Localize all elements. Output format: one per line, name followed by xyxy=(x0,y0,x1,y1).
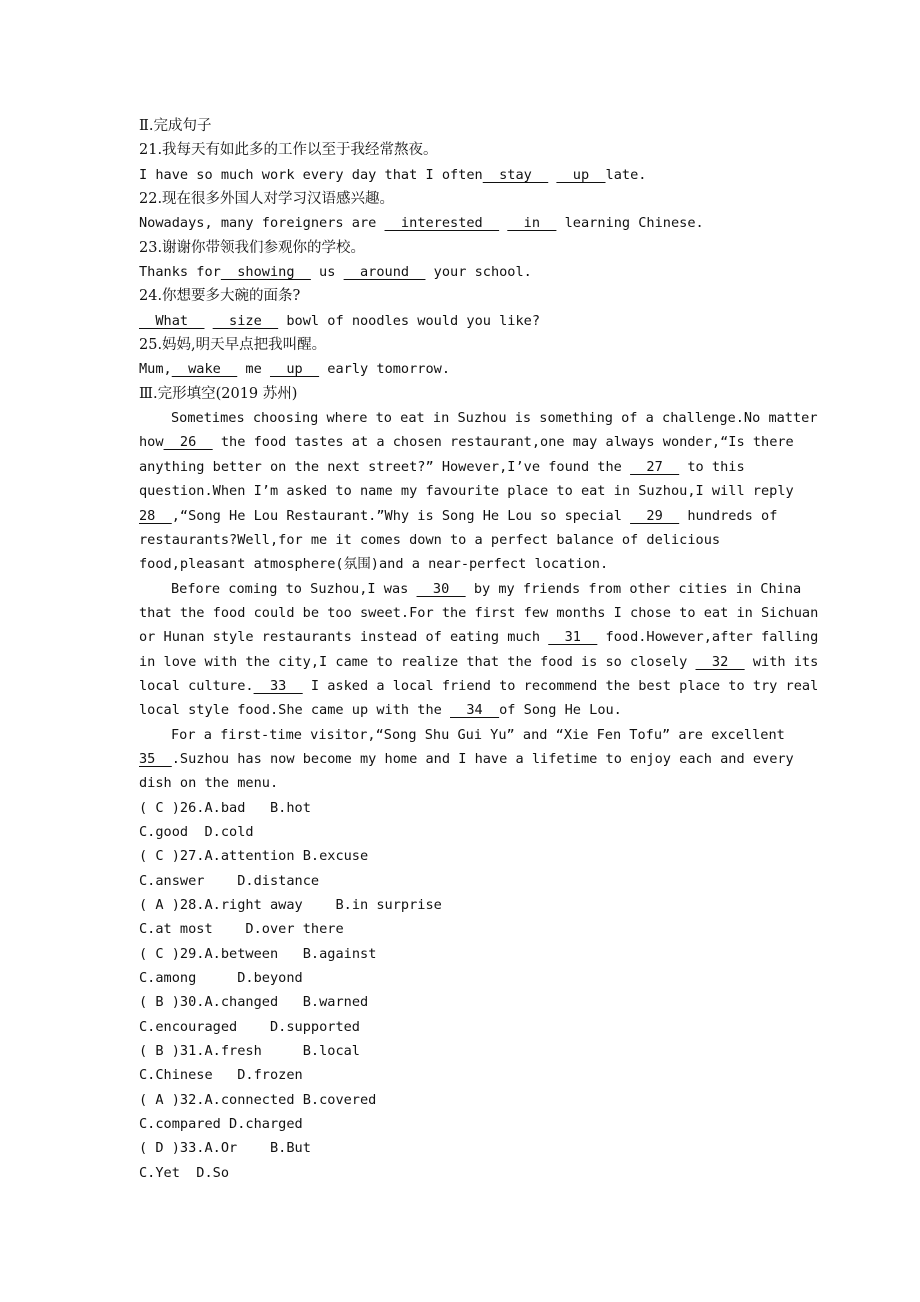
sentence-25-chinese: 25.妈妈,明天早点把我叫醒。 xyxy=(139,337,327,354)
blank-24a: What xyxy=(139,312,205,329)
question-28-row2: C.at most D.over there xyxy=(139,921,344,938)
question-30-row1: ( B )30.A.changed B.warned xyxy=(139,994,369,1011)
passage-line: restaurants?Well,for me it comes down to a perfect balance of delicious xyxy=(139,531,721,548)
question-28-row1: ( A )28.A.right away B.in surprise xyxy=(139,897,442,913)
passage-line: local culture. 33 I asked a local friend to recommend the best place to try real xyxy=(139,677,819,694)
sentence-22-chinese: 22.现在很多外国人对学习汉语感兴趣。 xyxy=(139,191,395,208)
blank-32: 32 xyxy=(695,653,745,670)
question-29-row1: ( C )29.A.between B.against xyxy=(139,945,377,962)
passage-line: or Hunan style restaurants instead of eating much 31 food.However,after falling xyxy=(139,629,819,646)
blank-24b: size xyxy=(212,312,279,329)
passage-line: food,pleasant atmosphere(氛围)and a near-perfect location. xyxy=(139,556,609,573)
blank-29: 29 xyxy=(630,507,680,524)
blank-35: 35 xyxy=(139,750,172,767)
blank-31: 31 xyxy=(548,629,598,646)
question-26-row1: ( C )26.A.bad B.hot xyxy=(139,799,311,816)
blank-30: 30 xyxy=(416,580,466,597)
passage-line: For a first-time visitor,“Song Shu Gui Yu” and “Xie Fen Tofu” are excellent xyxy=(171,726,785,743)
blank-33: 33 xyxy=(253,677,303,694)
passage-line: Before coming to Suzhou,I was 30 by my friends from other cities in China xyxy=(171,580,802,597)
sentence-24-chinese: 24.你想要多大碗的面条? xyxy=(139,288,301,305)
passage-line: in love with the city,I came to realize that the food is so closely 32 with its xyxy=(139,653,819,670)
sentence-23-english: Thanks for showing us around your school. xyxy=(139,264,532,281)
worksheet-content xyxy=(139,114,819,1185)
blank-21b: up xyxy=(556,166,606,183)
blank-22b: in xyxy=(507,215,557,232)
question-32-row2: C.compared D.charged xyxy=(139,1116,303,1133)
blank-21a: stay xyxy=(482,166,549,183)
question-31-row2: C.Chinese D.frozen xyxy=(139,1067,303,1084)
blank-25a: wake xyxy=(171,361,238,378)
sentence-23-chinese: 23.谢谢你带领我们参观你的学校。 xyxy=(139,239,366,256)
question-32-row1: ( A )32.A.connected B.covered xyxy=(139,1091,377,1108)
question-26-row2: C.good D.cold xyxy=(139,823,254,840)
question-33-row1: ( D )33.A.Or B.But xyxy=(139,1140,311,1157)
sentence-22-english: Nowadays, many foreigners are interested in learning Chinese. xyxy=(139,215,704,232)
question-27-row2: C.answer D.distance xyxy=(139,872,320,889)
answer-mark: ( C )27. xyxy=(139,848,205,865)
answer-mark: ( B )30. xyxy=(139,994,205,1011)
blank-27: 27 xyxy=(630,458,680,475)
answer-mark: ( A )28. xyxy=(139,897,205,913)
sentence-21-chinese: 21.我每天有如此多的工作以至于我经常熬夜。 xyxy=(139,142,438,159)
passage-line: that the food could be too sweet.For the first few months I chose to eat in Sichuan xyxy=(139,604,819,621)
question-33-row2: C.Yet D.So xyxy=(139,1164,230,1181)
sentence-24-english: What size bowl of noodles would you like? xyxy=(139,312,541,329)
passage-line: anything better on the next street?” However,I’ve found the 27 to this xyxy=(139,458,745,475)
blank-34: 34 xyxy=(450,702,500,719)
answer-mark: ( B )31. xyxy=(139,1043,205,1060)
passage-line: question.When I’m asked to name my favourite place to eat in Suzhou,I will reply xyxy=(139,483,794,500)
sentence-21-english: I have so much work every day that I often stay up late. xyxy=(139,166,647,183)
section-2-heading: Ⅱ.完成句子 xyxy=(139,118,212,134)
answer-mark: ( C )29. xyxy=(139,945,205,962)
passage-line: Sometimes choosing where to eat in Suzhou is something of a challenge.No matter xyxy=(171,410,818,427)
blank-23a: showing xyxy=(220,264,311,281)
answer-mark: ( D )33. xyxy=(139,1140,205,1157)
passage-line: dish on the menu. xyxy=(139,775,279,792)
question-29-row2: C.among D.beyond xyxy=(139,970,303,987)
sentence-25-english: Mum, wake me up early tomorrow. xyxy=(139,361,451,378)
answer-mark: ( C )26. xyxy=(139,799,205,816)
section-3-heading: Ⅲ.完形填空(2019 苏州) xyxy=(139,385,298,402)
blank-28: 28 xyxy=(139,507,172,524)
answer-mark: ( A )32. xyxy=(139,1091,205,1108)
blank-26: 26 xyxy=(163,434,213,451)
passage-line: 28 ,“Song He Lou Restaurant.”Why is Song He Lou so special 29 hundreds of xyxy=(139,507,778,524)
passage-line: local style food.She came up with the 34 of Song He Lou. xyxy=(139,702,622,719)
passage-line: how 26 the food tastes at a chosen restaurant,one may always wonder,“Is there xyxy=(139,434,794,451)
question-31-row1: ( B )31.A.fresh B.local xyxy=(139,1043,360,1060)
passage-line: 35 .Suzhou has now become my home and I have a lifetime to enjoy each and every xyxy=(139,750,794,767)
blank-23b: around xyxy=(343,264,426,281)
question-27-row1: ( C )27.A.attention B.excuse xyxy=(139,848,369,865)
blank-25b: up xyxy=(269,361,320,378)
blank-22a: interested xyxy=(384,215,500,232)
question-30-row2: C.encouraged D.supported xyxy=(139,1018,360,1035)
